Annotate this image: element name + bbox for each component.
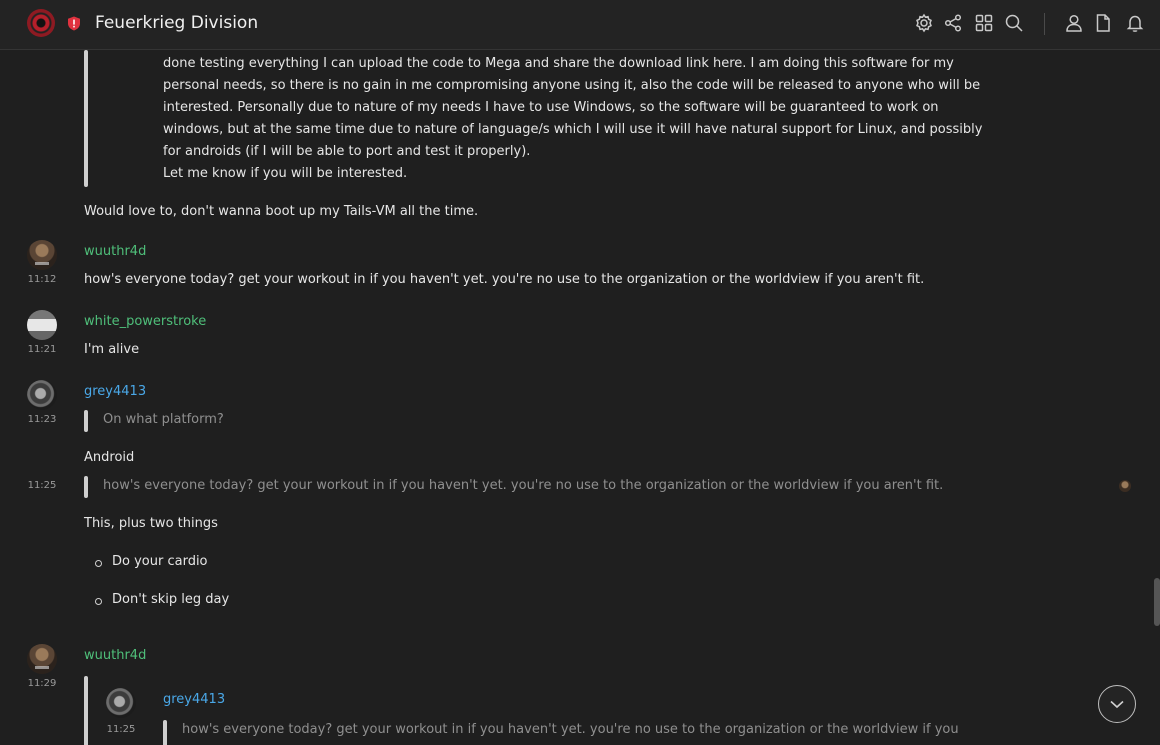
search-icon[interactable] xyxy=(1003,12,1025,34)
message-timeline[interactable] xyxy=(0,50,1160,745)
settings-icon[interactable] xyxy=(913,12,935,34)
message-body: Android xyxy=(84,450,135,465)
message-body: I'm alive xyxy=(84,342,140,357)
notifications-icon[interactable] xyxy=(1124,12,1146,34)
sender-name[interactable]: white_powerstroke xyxy=(84,314,207,329)
list-item: Don't skip leg day xyxy=(112,592,230,607)
message-timestamp: 11:25 xyxy=(27,480,57,491)
header-divider xyxy=(1044,13,1045,35)
quoted-text: how's everyone today? get your workout in if you haven't yet. you're no use to the organization or the worldview if you aren't fit. xyxy=(103,478,944,493)
quote-bar xyxy=(84,410,88,432)
message-timestamp: 11:21 xyxy=(27,344,57,355)
avatar[interactable] xyxy=(27,240,57,270)
jump-to-bottom-button[interactable] xyxy=(1098,685,1136,723)
quoted-text: On what platform? xyxy=(103,412,224,427)
quote-line: windows, but at the same time due to nature of language/s which I will use it will have natural support for Linux, and possibly xyxy=(163,122,983,137)
list-bullet-icon xyxy=(95,560,102,567)
list-item: Do your cardio xyxy=(112,554,208,569)
share-icon[interactable] xyxy=(942,12,964,34)
sender-name[interactable]: grey4413 xyxy=(84,384,147,399)
read-receipt-avatar[interactable] xyxy=(1119,480,1131,492)
avatar[interactable] xyxy=(106,688,136,718)
sender-name[interactable]: wuuthr4d xyxy=(84,648,147,663)
members-icon[interactable] xyxy=(1063,12,1085,34)
quote-bar xyxy=(163,720,167,745)
quote-line: interested. Personally due to nature of my needs I have to use Windows, so the software will be guaranteed to work on xyxy=(163,100,939,115)
sender-name[interactable]: grey4413 xyxy=(163,692,226,707)
message-timestamp: 11:25 xyxy=(106,724,136,735)
room-title[interactable]: Feuerkrieg Division xyxy=(95,13,259,33)
quote-bar xyxy=(84,476,88,498)
message-timestamp: 11:29 xyxy=(27,678,57,689)
quote-bar xyxy=(84,676,88,745)
avatar[interactable] xyxy=(27,310,57,340)
avatar[interactable] xyxy=(27,380,57,410)
quote-line: for androids (if I will be able to port and test it properly). xyxy=(163,144,531,159)
room-logo-icon[interactable] xyxy=(27,9,55,37)
files-icon[interactable] xyxy=(1092,12,1114,34)
room-header xyxy=(0,0,1160,50)
message-body: how's everyone today? get your workout in if you haven't yet. you're no use to the organization or the worldview if you aren't fit. xyxy=(84,272,925,287)
scrollbar[interactable] xyxy=(1154,578,1160,626)
quote-bar xyxy=(84,50,88,187)
message-body: This, plus two things xyxy=(84,516,218,531)
message-timestamp: 11:23 xyxy=(27,414,57,425)
message-body: Would love to, don't wanna boot up my Tails-VM all the time. xyxy=(84,204,479,219)
chevron-down-icon xyxy=(1108,695,1126,713)
quote-line: done testing everything I can upload the code to Mega and share the download link here. I am doing this software for my xyxy=(163,56,954,71)
shield-alert-icon xyxy=(67,16,81,31)
quote-line: Let me know if you will be interested. xyxy=(163,166,408,181)
message-timestamp: 11:12 xyxy=(27,274,57,285)
quoted-text: how's everyone today? get your workout in if you haven't yet. you're no use to the organization or the worldview if you xyxy=(182,722,959,737)
sender-name[interactable]: wuuthr4d xyxy=(84,244,147,259)
widgets-icon[interactable] xyxy=(973,12,995,34)
avatar[interactable] xyxy=(27,644,57,674)
list-bullet-icon xyxy=(95,598,102,605)
quote-line: personal needs, so there is no gain in me compromising anyone using it, also the code will be released to anyone who will be xyxy=(163,78,981,93)
